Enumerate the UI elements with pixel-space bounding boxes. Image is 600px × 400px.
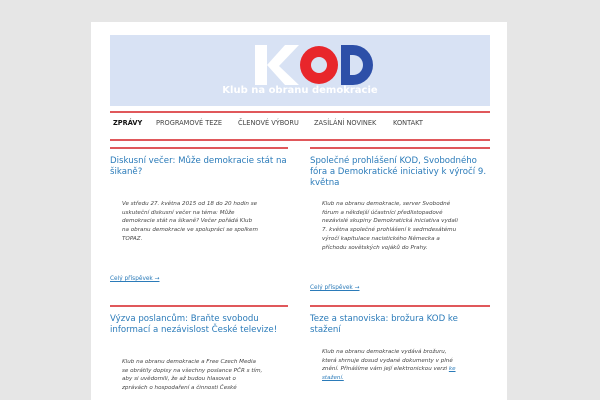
post-divider: [310, 305, 490, 307]
header-banner[interactable]: [110, 35, 490, 106]
post-excerpt-line: která shrnuje dosud vydané dokumenty v plné: [322, 357, 453, 364]
post-excerpt-line: 7. května společné prohlášení k sedmdesátému: [322, 227, 457, 234]
post-excerpt-line: uskuteční diskusní večer na téma: Může: [122, 209, 235, 216]
post-title[interactable]: Teze a stanoviska: brožura KOD ke stažení: [310, 314, 458, 335]
post-excerpt-line: se obrátily dopisy na všechny poslance PČR s tím,: [122, 367, 263, 374]
post-excerpt: [122, 200, 278, 244]
post-excerpt-line: nezávislé skupiny Demokratická iniciativa vydali: [322, 218, 458, 225]
post-excerpt: [122, 358, 278, 393]
logo-letter-d: [341, 45, 373, 85]
post-title[interactable]: Diskusní večer: Může demokracie stát na šikaně?: [110, 156, 287, 177]
main-navigation: [110, 119, 490, 133]
post-excerpt-line: znění. Přinášíme vám její elektronickou verzi ke: [322, 366, 456, 373]
post-excerpt-line: [322, 374, 478, 383]
post-divider: [110, 305, 288, 307]
post-excerpt-line: na obranu demokracie ve spolupráci se spolkem: [122, 227, 258, 234]
post-excerpt-line: aby si uvědomili, že až budou hlasovat o: [122, 376, 236, 383]
nav-item-programove-teze[interactable]: PROGRAMOVÉ TEZE: [156, 119, 223, 127]
site-logo[interactable]: [255, 45, 375, 85]
read-more-link[interactable]: Celý příspěvek →: [310, 285, 360, 291]
post-excerpt: [322, 200, 478, 252]
download-link[interactable]: ke: [448, 366, 456, 373]
post-excerpt-line: zprávách o hospodaření a činnosti České: [122, 385, 237, 392]
logo-letter-o: [300, 46, 338, 84]
post-excerpt: [322, 348, 478, 383]
post-excerpt-line: TOPAZ.: [122, 235, 143, 242]
nav-item-zpravy[interactable]: ZPRÁVY: [113, 119, 143, 127]
post-excerpt-line: Klub na obranu demokracie, server Svobodné: [322, 201, 451, 207]
post-divider: [310, 147, 490, 149]
post-excerpt-line: Klub na obranu demokracie vydává brožuru,: [322, 349, 447, 355]
logo-letter-k: [255, 45, 299, 85]
post-divider: [110, 147, 288, 149]
nav-bottom-divider: [110, 139, 490, 141]
post-title[interactable]: Výzva poslancům: Braňte svobodu informací a nezávislost České televize!: [110, 314, 278, 335]
nav-item-clenove-vyboru[interactable]: ČLENOVÉ VÝBORU: [238, 119, 299, 127]
page-container: [91, 22, 507, 400]
post-excerpt-line: demokracie stát na šikaně? Večer pořádá Klub: [122, 218, 253, 225]
post-excerpt-line: fórum a někdejší účastníci předlistopadové: [322, 209, 443, 216]
site-tagline: Klub na obranu demokracie: [222, 85, 378, 96]
download-link-continued[interactable]: stažení.: [322, 375, 344, 382]
post-excerpt-line: Klub na obranu demokracie a Free Czech Media: [122, 359, 256, 365]
post-excerpt-line: Ve středu 27. května 2015 od 18 do 20 hodin se: [122, 201, 258, 207]
read-more-link[interactable]: Celý příspěvek →: [110, 276, 160, 282]
post-title[interactable]: Společné prohlášení KOD, Svobodného fóra a Demokratické iniciativy k výročí 9. května: [310, 156, 487, 188]
post-excerpt-line: výročí kapitulace nacistického Německa a: [322, 235, 440, 242]
nav-top-divider: [110, 111, 490, 113]
nav-item-kontakt[interactable]: KONTAKT: [393, 119, 423, 127]
post-excerpt-line: příchodu sovětských vojáků do Prahy.: [322, 244, 428, 251]
nav-item-zasilani-novinek[interactable]: ZASÍLÁNÍ NOVINEK: [314, 119, 377, 127]
